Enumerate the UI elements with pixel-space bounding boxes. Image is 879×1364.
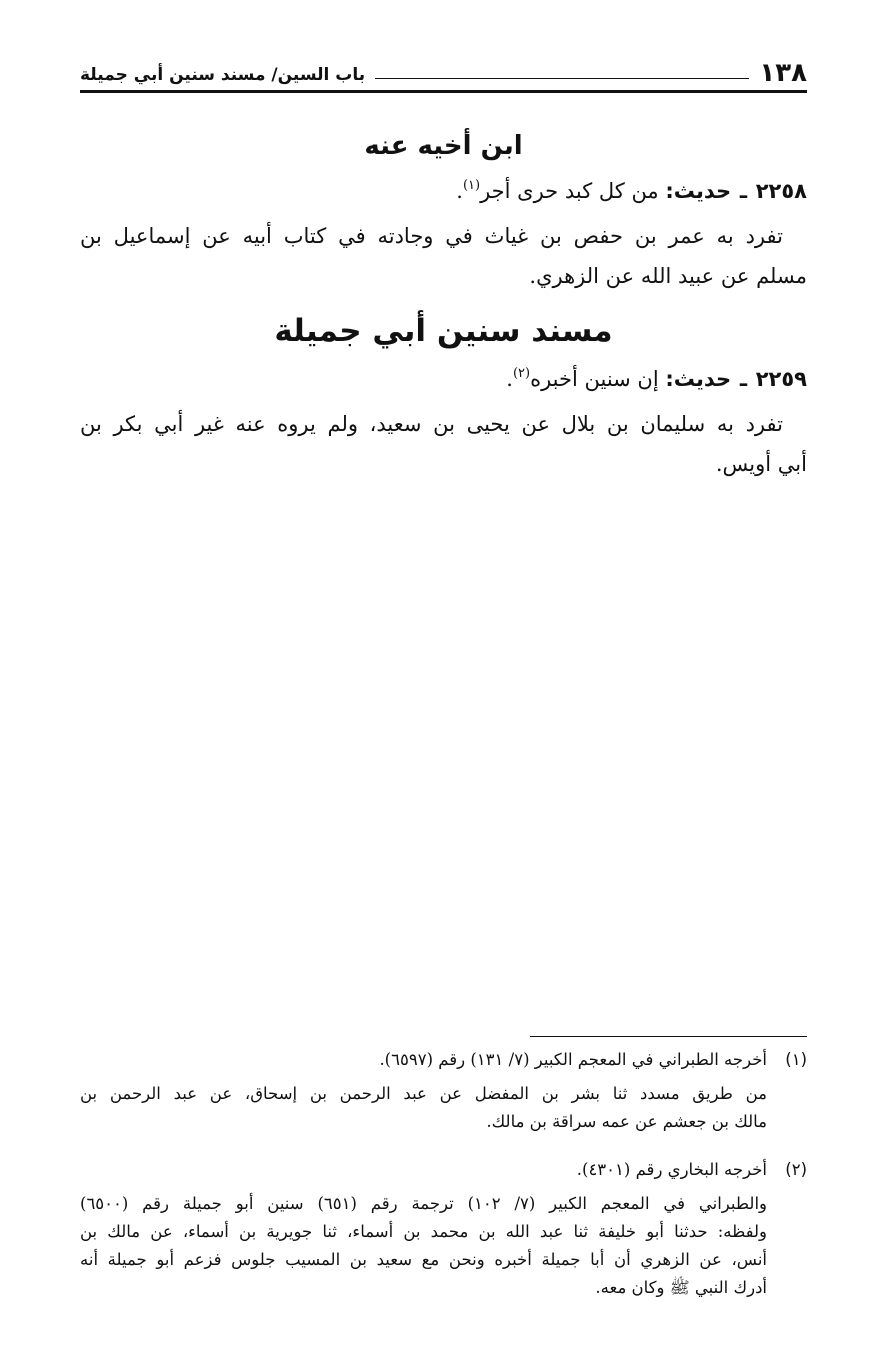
footnote-head bbox=[80, 1046, 807, 1074]
entry-number: ٢٢٥٩ bbox=[755, 367, 807, 391]
paragraph-line: مسلم عن عبيد الله عن الزهري. bbox=[529, 264, 807, 288]
footnote-head-text: أخرجه البخاري رقم (٤٣٠١). bbox=[576, 1160, 767, 1179]
entry-separator: ـ bbox=[739, 179, 748, 203]
footnote-separator bbox=[530, 1036, 807, 1037]
page-number: ١٣٨ bbox=[759, 58, 807, 88]
entry-keyword: حديث: bbox=[665, 367, 732, 391]
footnote-line: مالك بن جعشم عن عمه سراقة بن مالك. bbox=[486, 1112, 767, 1131]
footnote-body bbox=[80, 1190, 807, 1302]
footnote-reference[interactable]: (١) bbox=[462, 178, 481, 193]
paragraph-line: أبي أويس. bbox=[715, 452, 807, 476]
footnote-reference[interactable]: (٢) bbox=[512, 366, 531, 381]
footnote bbox=[80, 1156, 807, 1302]
section-heading: ابن أخيه عنه bbox=[364, 131, 523, 161]
musnad-heading: مسند سنين أبي جميلة bbox=[274, 313, 613, 349]
entry-separator: ـ bbox=[739, 367, 748, 391]
hadith-entry bbox=[80, 360, 807, 398]
running-header bbox=[80, 54, 807, 88]
commentary-paragraph bbox=[80, 404, 807, 484]
entry-number: ٢٢٥٨ bbox=[755, 179, 807, 203]
footnote-head-text: أخرجه الطبراني في المعجم الكبير (٧/ ١٣١) رقم (٦٥٩٧). bbox=[379, 1050, 767, 1069]
footnote-line: والطبراني في المعجم الكبير (٧/ ١٠٢) ترجمة رقم (٦٥١) سنين أبو جميلة رقم (٦٥٠٠) bbox=[80, 1194, 767, 1213]
entry-end: . bbox=[506, 367, 513, 391]
paragraph-line: تفرد به سليمان بن بلال عن يحيى بن سعيد، ولم يروه عنه غير أبي بكر بن bbox=[80, 412, 783, 436]
footnote-line: أنس، عن الزهري أن أبا جميلة أخبره ونحن مع سعيد بن المسيب جلوس فزعم أبو جميلة أنه bbox=[80, 1250, 767, 1269]
header-rule bbox=[80, 90, 807, 93]
footnote-line: ولفظه: حدثنا أبو خليفة ثنا عبد الله بن محمد بن أسماء، ثنا جويرية بن أسماء، عن مالك بن bbox=[80, 1222, 767, 1241]
entry-keyword: حديث: bbox=[665, 179, 732, 203]
commentary-paragraph bbox=[80, 216, 807, 296]
footnote-mark: (٢) bbox=[785, 1160, 807, 1179]
footnote-line: من طريق مسدد ثنا بشر بن المفضل عن عبد الرحمن بن إسحاق، عن عبد الرحمن بن bbox=[80, 1084, 767, 1103]
header-leader-line bbox=[375, 78, 749, 79]
footnote-head bbox=[80, 1156, 807, 1184]
running-title: باب السين/ مسند سنين أبي جميلة bbox=[80, 65, 366, 85]
footnote bbox=[80, 1046, 807, 1136]
footnote-line: أدرك النبي ﷺ وكان معه. bbox=[595, 1278, 767, 1297]
paragraph-line: تفرد به عمر بن حفص بن غياث في وجادته في كتاب أبيه عن إسماعيل بن bbox=[80, 224, 783, 248]
footnote-body bbox=[80, 1080, 807, 1136]
entry-text: من كل كبد حرى أجر bbox=[480, 179, 659, 203]
book-page bbox=[80, 0, 807, 1364]
entry-text: إن سنين أخبره bbox=[530, 367, 659, 391]
entry-end: . bbox=[456, 179, 463, 203]
hadith-entry bbox=[80, 172, 807, 210]
footnote-mark: (١) bbox=[785, 1050, 807, 1069]
